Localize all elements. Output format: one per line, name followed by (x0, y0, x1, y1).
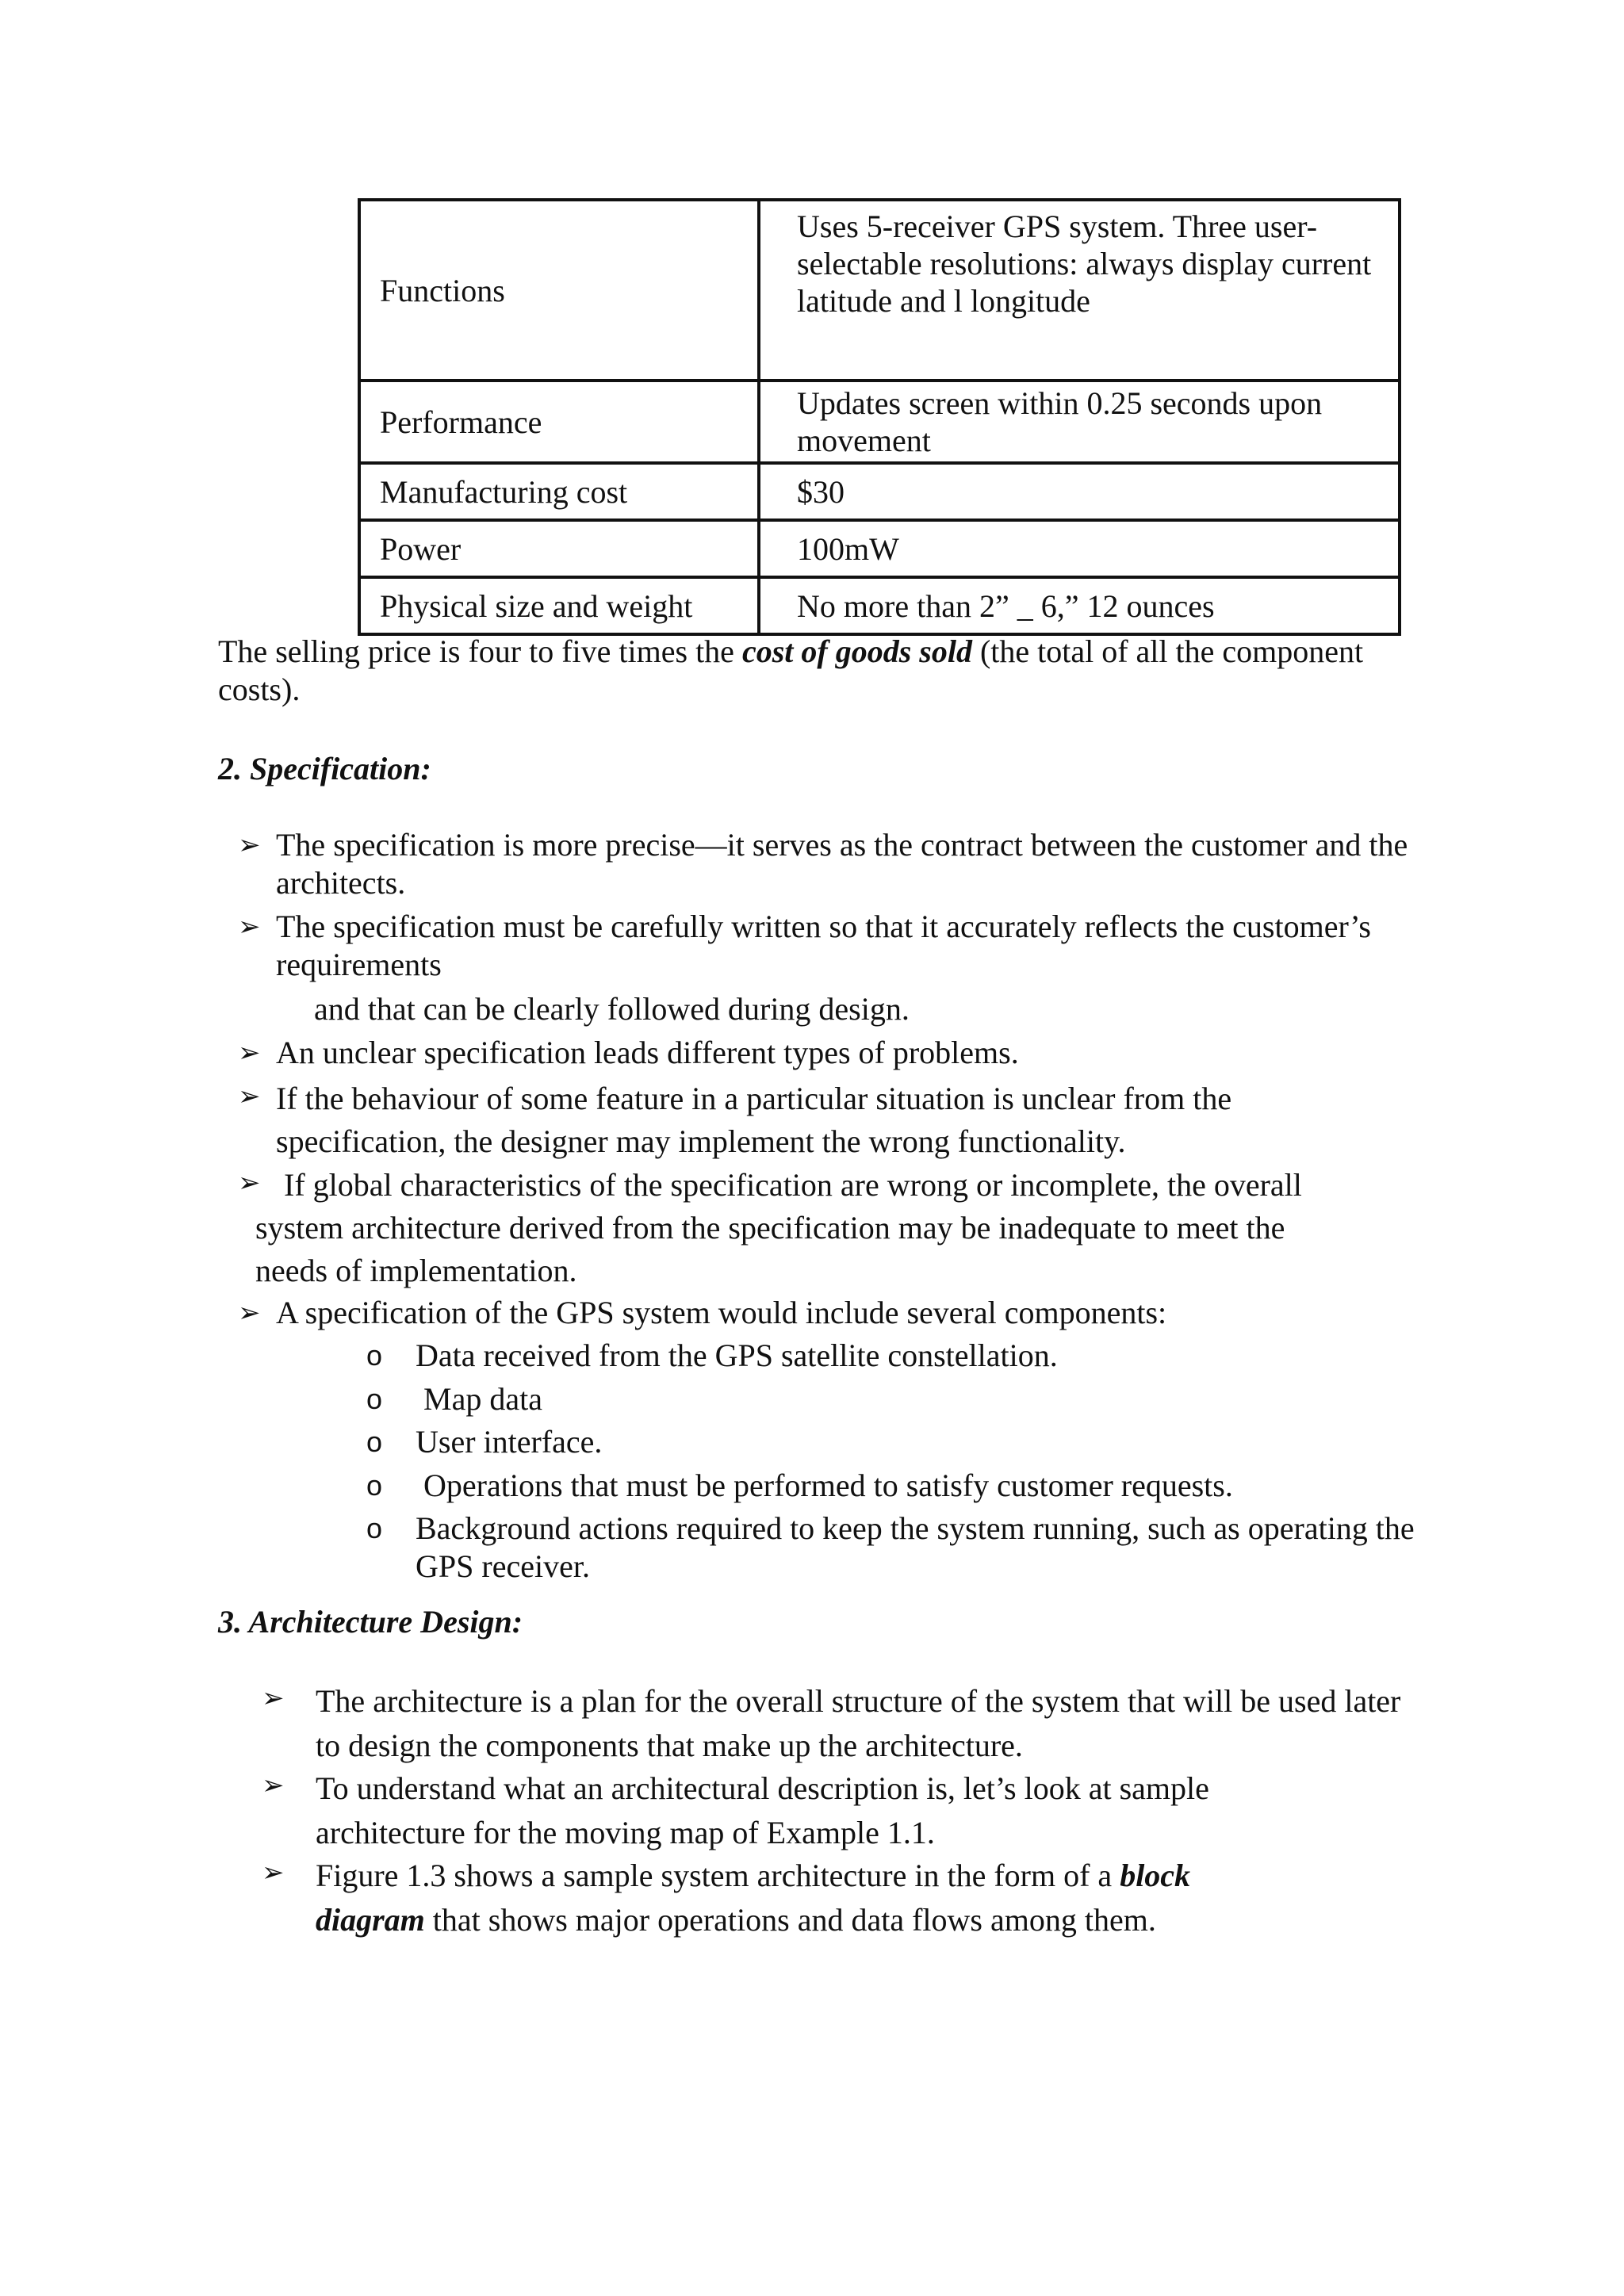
table-cell-value: 100mW (759, 520, 1400, 577)
table-cell-value: No more than 2” _ 6,” 12 ounces (759, 577, 1400, 634)
bullet-text: The specification must be carefully written so that it accurately reflects the customer’s requirements (276, 909, 1371, 982)
table-cell-label: Manufacturing cost (359, 463, 759, 520)
sub-bullet-text: Operations that must be performed to satisfy customer requests. (423, 1468, 1233, 1503)
table-cell-label: Physical size and weight (359, 577, 759, 634)
sub-bullet-text: Map data (423, 1381, 542, 1417)
table-cell-label: Power (359, 520, 759, 577)
bullet-text: An unclear specification leads different types of problems. (276, 1035, 1019, 1070)
sub-list-item (366, 1337, 1429, 1376)
sub-list-item (366, 1423, 1429, 1463)
bullet-continuation: and that can be clearly followed during design. (314, 991, 910, 1027)
list-item (238, 908, 1427, 987)
bullet-text (316, 1854, 1251, 1942)
table-cell-value: Updates screen within 0.25 seconds upon movement (759, 381, 1400, 463)
list-item (238, 826, 1427, 905)
table-row (359, 577, 1400, 634)
bullet-text-before: Figure 1.3 shows a sample system architecture in the form of a (316, 1858, 1120, 1893)
arrow-bullet-icon: ➢ (238, 1167, 261, 1199)
circle-bullet-icon: o (366, 1469, 383, 1502)
circle-bullet-icon: o (366, 1425, 383, 1458)
bullet-text: The architecture is a plan for the overall structure of the system that will be used later to design the components that make up the architecture. (316, 1683, 1401, 1763)
section-heading-architecture-design: 3. Architecture Design: (218, 1604, 523, 1640)
sub-list-item (366, 1510, 1429, 1589)
bullet-text-after: that shows major operations and data flows among them. (424, 1902, 1156, 1938)
circle-bullet-icon: o (366, 1339, 383, 1372)
table-cell-label: Functions (359, 200, 759, 381)
sub-bullet-text: Data received from the GPS satellite constellation. (416, 1337, 1058, 1373)
circle-bullet-icon: o (366, 1383, 383, 1415)
table-row (359, 463, 1400, 520)
arrow-bullet-icon: ➢ (238, 1081, 261, 1112)
list-item (238, 1034, 1427, 1073)
table-row (359, 381, 1400, 463)
table-cell-label: Performance (359, 381, 759, 463)
list-item (262, 1766, 1419, 1854)
arrow-bullet-icon: ➢ (238, 911, 261, 943)
intro-text-after: (the total of all the component costs). (218, 633, 1364, 707)
arrow-bullet-icon: ➢ (262, 1857, 285, 1888)
table-row (359, 520, 1400, 577)
arrow-bullet-icon: ➢ (262, 1770, 285, 1801)
sub-bullet-text: Background actions required to keep the system running, such as operating the GPS receiver. (416, 1510, 1415, 1584)
bullet-text: If global characteristics of the specification are wrong or incomplete, the overall system architecture derived from the specification may be inadequate to meet the needs of implementation. (255, 1167, 1302, 1288)
arrow-bullet-icon: ➢ (238, 1037, 261, 1069)
bullet-text: The specification is more precise—it serves as the contract between the customer and the architects. (276, 827, 1408, 901)
bullet-text: If the behaviour of some feature in a particular situation is unclear from the specification, the designer may implement the wrong functionality. (276, 1081, 1232, 1159)
intro-emphasis: cost of goods sold (741, 633, 972, 669)
requirements-table (358, 198, 1401, 636)
table-row (359, 200, 1400, 381)
bullet-emphasis: block diagram (316, 1858, 1191, 1938)
table-cell-value: Uses 5-receiver GPS system. Three user-selectable resolutions: always display current latitude and l longitude (759, 200, 1400, 381)
list-item (238, 1077, 1427, 1165)
bullet-text: A specification of the GPS system would include several components: (276, 1295, 1167, 1330)
section-heading-specification: 2. Specification: (218, 751, 431, 786)
circle-bullet-icon: o (366, 1512, 383, 1544)
table-cell-value: $30 (759, 463, 1400, 520)
arrow-bullet-icon: ➢ (238, 1297, 261, 1329)
arrow-bullet-icon: ➢ (262, 1682, 285, 1714)
sub-list-item (366, 1467, 1429, 1506)
intro-text-before: The selling price is four to five times the (218, 633, 742, 669)
selling-price-paragraph (218, 633, 1423, 709)
list-item (262, 1854, 1419, 1941)
list-item (262, 1679, 1419, 1766)
sub-list-item (366, 1380, 1429, 1420)
sub-bullet-text: User interface. (416, 1424, 603, 1460)
bullet-text: To understand what an architectural description is, let’s look at sample architecture for the moving map of Example 1.1. (316, 1770, 1209, 1850)
list-item (238, 1294, 1427, 1334)
list-item (238, 1164, 1427, 1299)
arrow-bullet-icon: ➢ (238, 829, 261, 861)
